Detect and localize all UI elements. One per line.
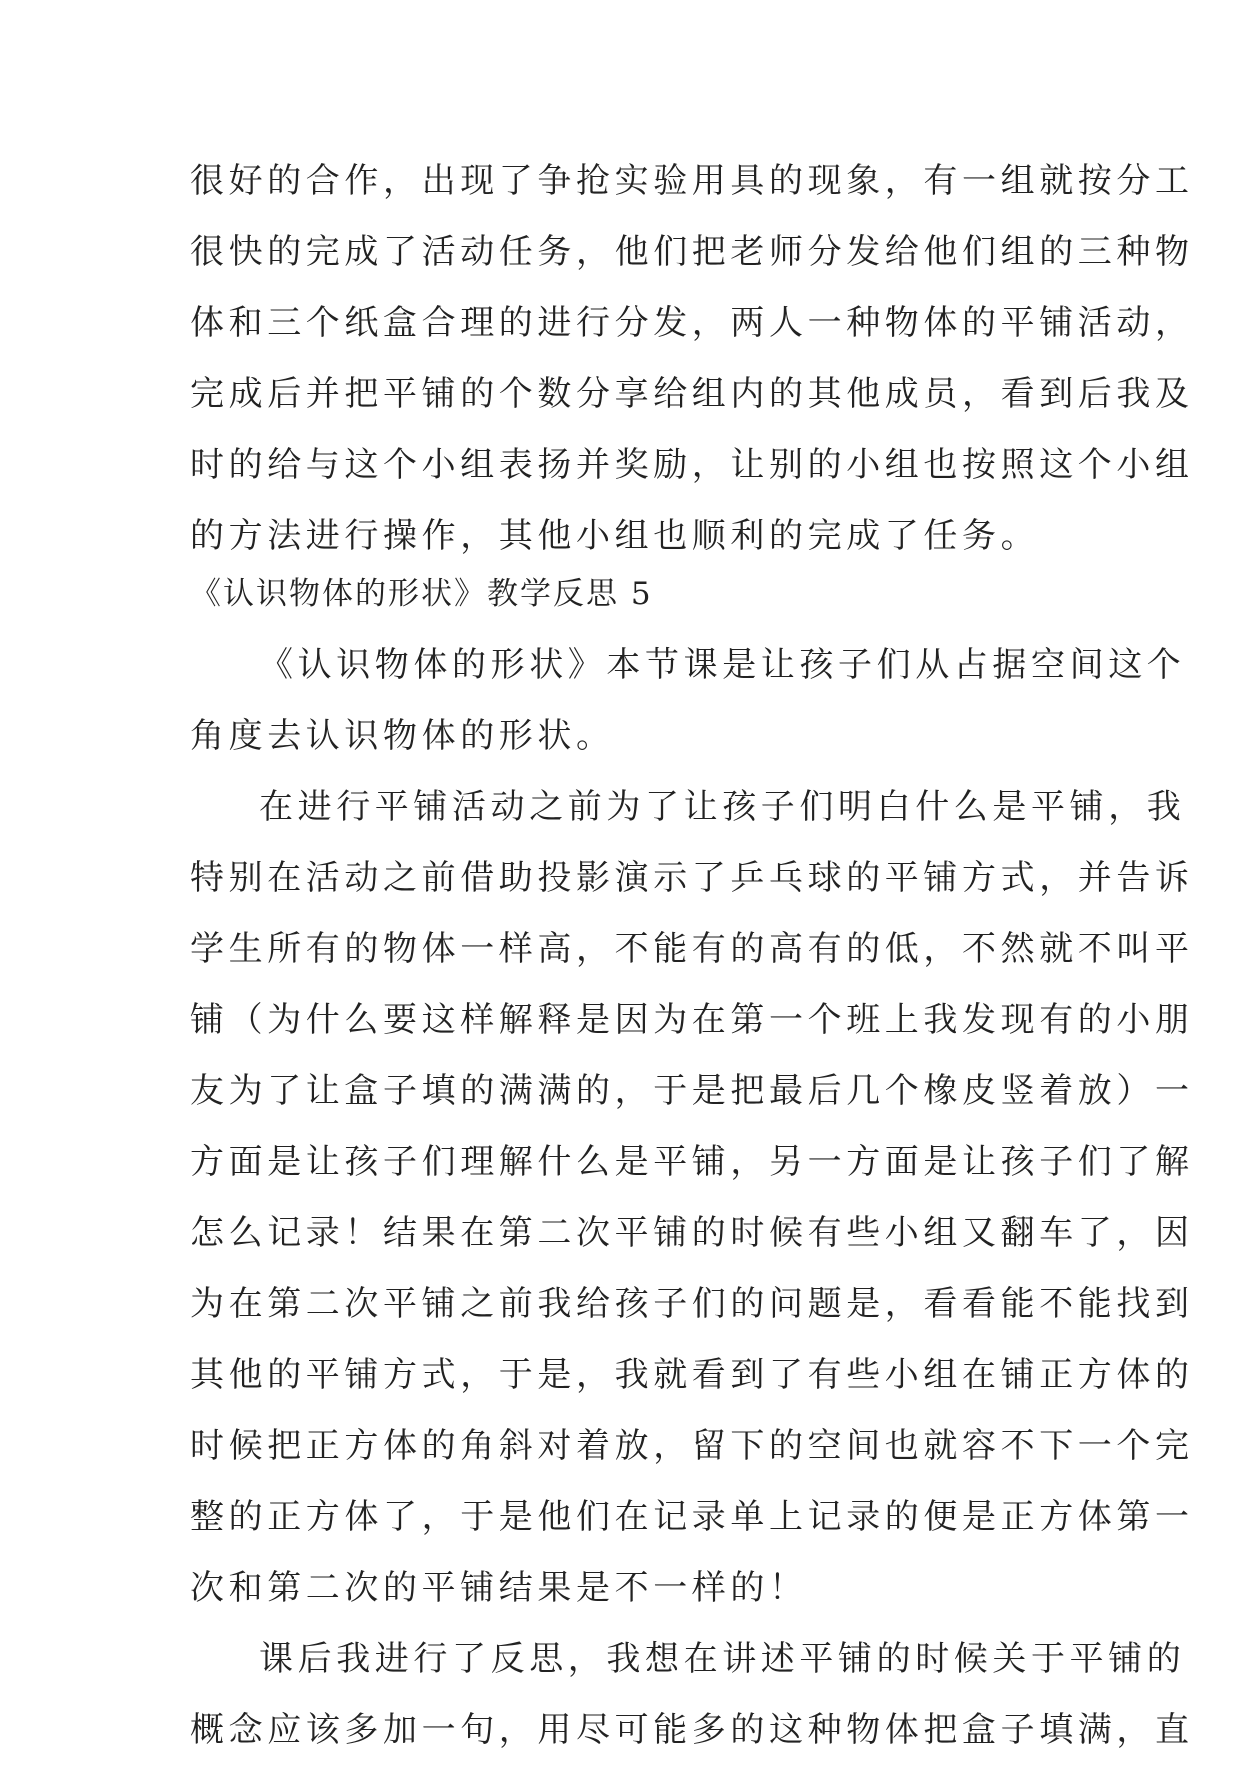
paragraph-line: 时候把正方体的角斜对着放，留下的空间也就容不下一个完 [190, 1426, 1194, 1466]
paragraph-line: 很好的合作，出现了争抢实验用具的现象，有一组就按分工 [190, 161, 1194, 201]
paragraph-line: 次和第二次的平铺结果是不一样的！ [190, 1568, 808, 1608]
paragraph-line: 角度去认识物体的形状。 [190, 716, 615, 756]
paragraph-line: 其他的平铺方式，于是，我就看到了有些小组在铺正方体的 [190, 1355, 1194, 1395]
paragraph-line: 在进行平铺活动之前为了让孩子们明白什么是平铺，我 [259, 787, 1186, 827]
paragraph-line: 体和三个纸盒合理的进行分发，两人一种物体的平铺活动， [190, 303, 1194, 343]
section-paragraph-3 [190, 1624, 1194, 1766]
section-paragraph-2 [190, 772, 1194, 1624]
section-paragraph-1 [190, 630, 1186, 772]
paragraph-line: 概念应该多加一句，用尽可能多的这种物体把盒子填满，直 [190, 1710, 1194, 1750]
paragraph-line: 整的正方体了，于是他们在记录单上记录的便是正方体第一 [190, 1497, 1194, 1537]
paragraph-line: 特别在活动之前借助投影演示了乒乓球的平铺方式，并告诉 [190, 858, 1194, 898]
paragraph-line: 学生所有的物体一样高，不能有的高有的低，不然就不叫平 [190, 929, 1194, 969]
paragraph-line: 完成后并把平铺的个数分享给组内的其他成员，看到后我及 [190, 374, 1194, 414]
paragraph-line: 方面是让孩子们理解什么是平铺，另一方面是让孩子们了解 [190, 1142, 1194, 1182]
paragraph-line: 为在第二次平铺之前我给孩子们的问题是，看看能不能找到 [190, 1284, 1194, 1324]
paragraph-line: 友为了让盒子填的满满的，于是把最后几个橡皮竖着放）一 [190, 1071, 1194, 1111]
continued-paragraph [190, 146, 1194, 572]
paragraph-line: 课后我进行了反思，我想在讲述平铺的时候关于平铺的 [259, 1639, 1186, 1679]
paragraph-line: 《认识物体的形状》本节课是让孩子们从占据空间这个 [259, 645, 1186, 685]
paragraph-line: 很快的完成了活动任务，他们把老师分发给他们组的三种物 [190, 232, 1194, 272]
paragraph-line: 怎么记录！结果在第二次平铺的时候有些小组又翻车了，因 [190, 1213, 1194, 1253]
paragraph-line: 铺（为什么要这样解释是因为在第一个班上我发现有的小朋 [190, 1000, 1194, 1040]
paragraph-line: 的方法进行操作，其他小组也顺利的完成了任务。 [190, 516, 1040, 556]
section-title: 《认识物体的形状》教学反思 5 [190, 576, 653, 612]
paragraph-line: 时的给与这个小组表扬并奖励，让别的小组也按照这个小组 [190, 445, 1194, 485]
